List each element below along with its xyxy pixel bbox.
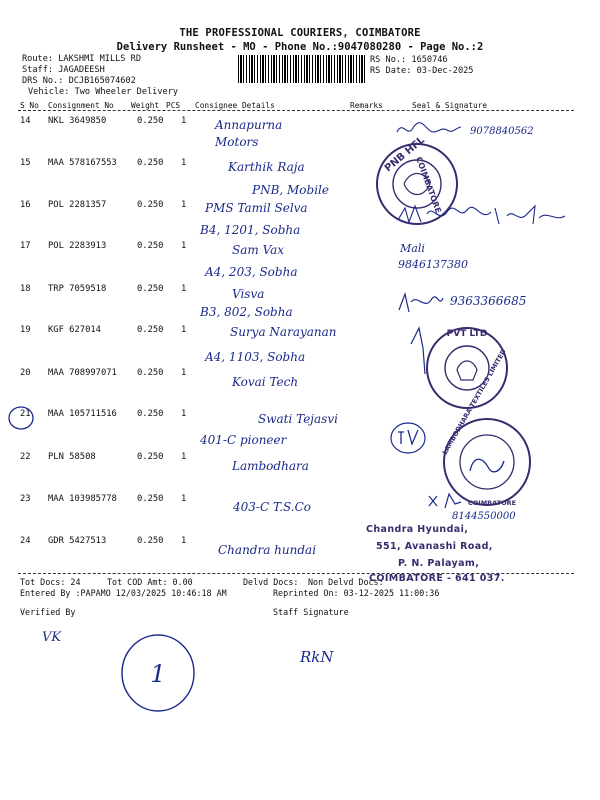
row-consignment: POL 2281357	[48, 200, 107, 210]
non-delivered-docs: Non Delvd Docs:	[308, 577, 384, 587]
lambodhara-stamp-name: LAMBODHARA TEXTILES LIMITED	[440, 347, 508, 456]
row-consignment: KGF 627014	[48, 325, 101, 335]
hw-consignee-name: PMS Tamil Selva	[205, 201, 308, 215]
row-consignment: PLN 58508	[48, 452, 96, 462]
hw-consignee-name: Swati Tejasvi	[258, 412, 338, 426]
drs-number: DRS No.: DCJB165074602	[22, 76, 136, 86]
row-weight: 0.250	[137, 241, 164, 251]
row-pcs: 1	[181, 200, 187, 210]
rs-date: RS Date: 03-Dec-2025	[370, 66, 474, 76]
verified-initials: VK	[42, 630, 62, 645]
chandra-stamp-line4: COIMBATORE - 641 037.	[369, 573, 505, 584]
col-consignee-details: Consignee Details	[195, 101, 275, 110]
company-title: THE PROFESSIONAL COURIERS, COIMBATORE	[179, 27, 421, 39]
signature-row-18	[395, 290, 445, 316]
signature-row-16	[395, 200, 570, 230]
row-pcs: 1	[181, 325, 187, 335]
sig-phone-row-14: 9078840562	[470, 126, 534, 137]
hw-consignee-name: Sam Vax	[232, 243, 285, 257]
hw-consignee-address: A4, 1103, Sobha	[205, 350, 306, 364]
table-header-divider	[18, 110, 574, 111]
row-weight: 0.250	[137, 200, 164, 210]
row-pcs: 1	[181, 241, 187, 251]
hw-consignee-name: Annapurna	[215, 118, 283, 132]
row-consignment: TRP 7059518	[48, 284, 107, 294]
row-pcs: 1	[181, 536, 187, 546]
entered-by: Entered By :PAPAMO 12/03/2025 10:46:18 AM	[20, 588, 227, 598]
row-sno: 24	[20, 536, 31, 546]
col-seal-signature: Seal & Signature	[412, 101, 488, 110]
hw-consignee-name: Visva	[232, 287, 265, 301]
sig-phone-row-18: 9363366685	[450, 294, 527, 308]
row-consignment: MAA 105711516	[48, 409, 117, 419]
hw-consignee-name: Kovai Tech	[232, 375, 299, 389]
rs-number: RS No.: 1650746	[370, 55, 448, 65]
col-remarks: Remarks	[350, 101, 383, 110]
col-pcs: PCS	[166, 101, 181, 110]
hw-consignee-address: PNB, Mobile	[252, 183, 329, 197]
hw-consignee-address: 403-C T.S.Co	[233, 500, 312, 514]
row-pcs: 1	[181, 158, 187, 168]
pnb-stamp-city: COIMBATORE	[414, 155, 443, 215]
row-sno: 21	[20, 409, 31, 419]
hw-consignee-name: Surya Narayanan	[230, 325, 337, 339]
row-weight: 0.250	[137, 284, 164, 294]
row-weight: 0.250	[137, 452, 164, 462]
circled-number: 1	[150, 660, 166, 688]
pvt-stamp-text: PVT LTD	[446, 329, 488, 339]
row-consignment: MAA 578167553	[48, 158, 117, 168]
sig-phone-row-17: 9846137380	[398, 258, 468, 271]
row-sno: 16	[20, 200, 31, 210]
barcode	[238, 55, 366, 83]
pnb-stamp-name: PNB HFL	[382, 134, 427, 175]
row-weight: 0.250	[137, 409, 164, 419]
chandra-stamp-line1: Chandra Hyundai,	[366, 524, 469, 535]
hw-consignee-address: Lambodhara	[232, 459, 309, 473]
circled-number-mark	[118, 632, 198, 714]
row-consignment: MAA 708997071	[48, 368, 117, 378]
staff: Staff: JAGADEESH	[22, 65, 105, 75]
row-sno: 22	[20, 452, 31, 462]
signature-row-14	[395, 118, 465, 140]
row-sno: 17	[20, 241, 31, 251]
hw-consignee-name: Chandra hundai	[218, 543, 317, 557]
hw-consignee-address: A4, 203, Sobha	[205, 265, 298, 279]
row-consignment: NKL 3649850	[48, 116, 107, 126]
route: Route: LAKSHMI MILLS RD	[22, 54, 141, 64]
sig-name-row-17: Mali	[400, 242, 425, 255]
staff-initials: RkN	[300, 648, 334, 666]
total-docs: Tot Docs: 24	[20, 577, 81, 587]
row-weight: 0.250	[137, 494, 164, 504]
sig-phone-row-23: 8144550000	[452, 511, 516, 522]
row-pcs: 1	[181, 116, 187, 126]
row-weight: 0.250	[137, 536, 164, 546]
total-cod-amount: Tot COD Amt: 0.00	[107, 577, 193, 587]
row-sno: 19	[20, 325, 31, 335]
hw-consignee-name: Karthik Raja	[228, 160, 305, 174]
row-consignment: POL 2283913	[48, 241, 107, 251]
hw-consignee-address: Motors	[215, 135, 259, 149]
lambodhara-stamp-city: COIMBATORE	[468, 499, 517, 507]
row-weight: 0.250	[137, 368, 164, 378]
row-pcs: 1	[181, 409, 187, 419]
row-pcs: 1	[181, 452, 187, 462]
row-sno: 18	[20, 284, 31, 294]
row-pcs: 1	[181, 494, 187, 504]
reprinted-on: Reprinted On: 03-12-2025 11:00:36	[273, 588, 440, 598]
row-weight: 0.250	[137, 116, 164, 126]
row-pcs: 1	[181, 368, 187, 378]
row-sno: 20	[20, 368, 31, 378]
hw-consignee-address: B4, 1201, Sobha	[200, 223, 301, 237]
vehicle: Vehicle: Two Wheeler Delivery	[28, 87, 179, 97]
row-21-circle-mark	[6, 404, 36, 432]
hw-consignee-address: B3, 802, Sobha	[200, 305, 293, 319]
row-weight: 0.250	[137, 158, 164, 168]
col-sno: S No	[20, 101, 39, 110]
chandra-stamp-line2: 551, Avanashi Road,	[376, 541, 493, 552]
col-weight: Weight	[131, 101, 160, 110]
row-weight: 0.250	[137, 325, 164, 335]
row-pcs: 1	[181, 284, 187, 294]
staff-signature-label: Staff Signature	[273, 607, 349, 617]
row-sno: 15	[20, 158, 31, 168]
col-consignment: Consignment No	[48, 101, 114, 110]
row-sno: 23	[20, 494, 31, 504]
hw-consignee-address: 401-C pioneer	[200, 433, 287, 447]
table-footer-divider	[18, 573, 574, 574]
verified-by-label: Verified By	[20, 607, 76, 617]
delivered-docs: Delvd Docs:	[243, 577, 299, 587]
row-consignment: MAA 103985778	[48, 494, 117, 504]
row-consignment: GDR 5427513	[48, 536, 107, 546]
runsheet-title: Delivery Runsheet - MO - Phone No.:9047080280 - Page No.:2	[116, 41, 484, 53]
chandra-stamp-line3: P. N. Palayam,	[398, 558, 480, 569]
signature-row-21	[388, 420, 428, 456]
row-sno: 14	[20, 116, 31, 126]
